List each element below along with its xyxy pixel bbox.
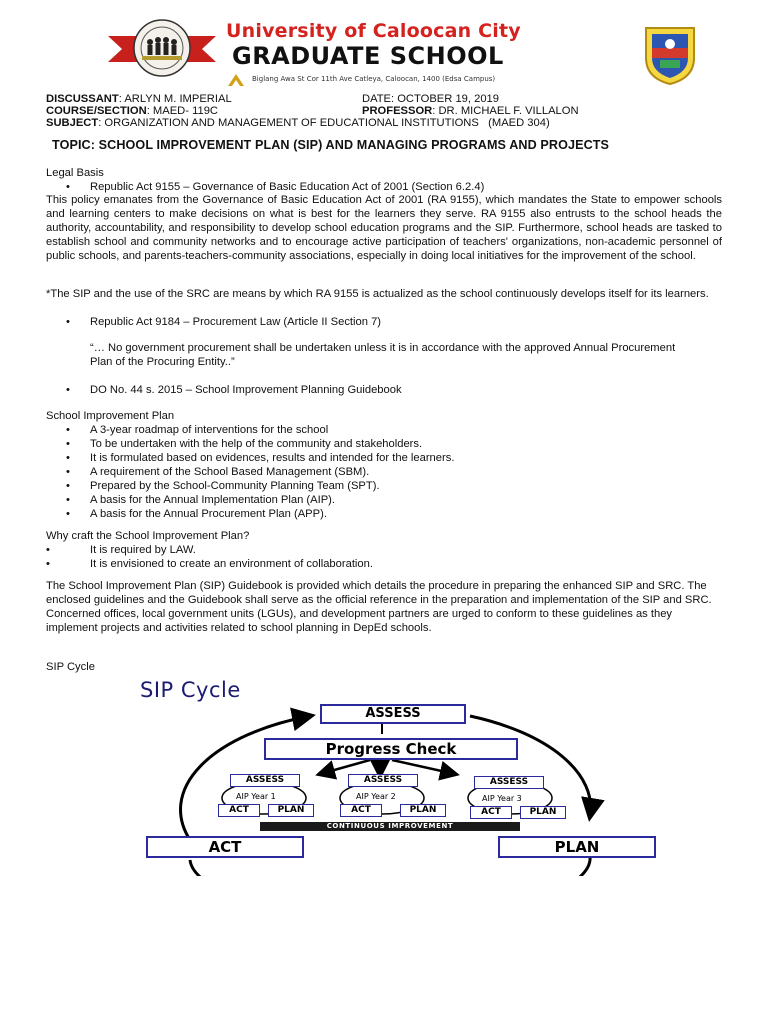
- bullet-icon: •: [66, 384, 70, 396]
- bullet-icon: •: [46, 544, 50, 556]
- year3-aip-label: AIP Year 3: [482, 794, 522, 803]
- year3-plan-box: PLAN: [520, 806, 566, 819]
- sip-item: It is formulated based on evidences, results and intended for the learners.: [90, 452, 455, 464]
- sip-cycle-label: SIP Cycle: [46, 661, 95, 673]
- do44-item: DO No. 44 s. 2015 – School Improvement Planning Guidebook: [90, 384, 402, 396]
- year2-plan-box: PLAN: [400, 804, 446, 817]
- ra9155-paragraph: This policy emanates from the Governance of Basic Education Act of 2001 (RA 9155), which mandates the State to empower schools and learning centers to make decisions on what is best for the learners they serve. RA 9155 also entrusts to the school heads the authority, accountability, and responsibility to develop school education programs and the SIP. Furthermore, school heads are tasked to establish school and community networks and to encourage active participation of teachers' organizations, non-academic personnel of public schools, and parents-teachers-community associations, especially in doing local initiatives for the improvement of the school.: [46, 194, 722, 262]
- sip-item: A basis for the Annual Implementation Plan (AIP).: [90, 494, 336, 506]
- year2-assess-box: ASSESS: [348, 774, 418, 787]
- ra9155-item: Republic Act 9155 – Governance of Basic Education Act of 2001 (Section 6.2.4): [90, 181, 485, 193]
- course-value: : MAED- 119C: [146, 105, 218, 117]
- bullet-icon: •: [66, 480, 70, 492]
- act-box: ACT: [146, 836, 304, 858]
- letterhead: [106, 12, 662, 88]
- university-name: University of Caloocan City: [226, 20, 521, 42]
- campus-logo: [226, 72, 246, 88]
- bullet-icon: •: [66, 181, 70, 193]
- city-seal-logo: [642, 24, 698, 86]
- guidebook-paragraph: The School Improvement Plan (SIP) Guidebook is provided which details the procedure in preparing the enhanced SIP and SRC. The enclosed guidelines and the Guidebook shall serve as the official reference in the preparation and implementation of the SIP and SRC. Concerned offices, local government units (LGUs), and development partners are urged to conform to these guidelines as they implement projects and activities related to school planning in DepEd schools.: [46, 580, 712, 634]
- sip-item: A 3-year roadmap of interventions for the school: [90, 424, 329, 436]
- date-line: DATE: OCTOBER 19, 2019: [362, 93, 499, 105]
- professor-value: : DR. MICHAEL F. VILLALON: [432, 105, 579, 117]
- figure-title: SIP Cycle: [140, 678, 241, 702]
- why-heading: Why craft the School Improvement Plan?: [46, 530, 250, 542]
- assess-box: ASSESS: [320, 704, 466, 724]
- year1-act-box: ACT: [218, 804, 260, 817]
- professor-label: PROFESSOR: [362, 105, 433, 117]
- subject-line: [46, 116, 550, 130]
- sip-item: A requirement of the School Based Management (SBM).: [90, 466, 370, 478]
- topic-heading: TOPIC: SCHOOL IMPROVEMENT PLAN (SIP) AND MANAGING PROGRAMS AND PROJECTS: [52, 138, 610, 152]
- bullet-icon: •: [66, 316, 70, 328]
- discussant-label: DISCUSSANT: [46, 93, 119, 105]
- bullet-icon: •: [66, 424, 70, 436]
- why-item: It is envisioned to create an environment of collaboration.: [90, 558, 373, 570]
- src-note: *The SIP and the use of the SRC are means by which RA 9155 is actualized as the school continuously develops itself for its learners.: [46, 288, 709, 300]
- sip-heading: School Improvement Plan: [46, 410, 175, 422]
- plan-box: PLAN: [498, 836, 656, 858]
- legal-basis-heading: Legal Basis: [46, 167, 104, 179]
- year3-act-box: ACT: [470, 806, 512, 819]
- discussant-value: : ARLYN M. IMPERIAL: [118, 93, 232, 105]
- bullet-icon: •: [46, 558, 50, 570]
- year1-assess-box: ASSESS: [230, 774, 300, 787]
- subject-label: SUBJECT: [46, 117, 99, 129]
- year1-plan-box: PLAN: [268, 804, 314, 817]
- bullet-icon: •: [66, 438, 70, 450]
- continuous-improvement-band: CONTINUOUS IMPROVEMENT: [260, 822, 520, 831]
- sip-item: To be undertaken with the help of the community and stakeholders.: [90, 438, 423, 450]
- year1-aip-label: AIP Year 1: [236, 792, 276, 801]
- sip-cycle-diagram: [130, 676, 660, 876]
- progress-check-box: Progress Check: [264, 738, 518, 760]
- campus-address: Biglang Awa St Cor 11th Ave Catleya, Caloocan, 1400 (Edsa Campus): [252, 75, 496, 83]
- year3-assess-box: ASSESS: [474, 776, 544, 789]
- course-label: COURSE/SECTION: [46, 105, 147, 117]
- bullet-icon: •: [66, 466, 70, 478]
- why-item: It is required by LAW.: [90, 544, 196, 556]
- university-seal-logo: [106, 18, 218, 78]
- year2-act-box: ACT: [340, 804, 382, 817]
- bullet-icon: •: [66, 508, 70, 520]
- bullet-icon: •: [66, 452, 70, 464]
- subject-value: : ORGANIZATION AND MANAGEMENT OF EDUCATIONAL INSTITUTIONS (MAED 304): [98, 117, 550, 129]
- bullet-icon: •: [66, 494, 70, 506]
- sip-item: A basis for the Annual Procurement Plan (APP).: [90, 508, 327, 520]
- procurement-quote: “… No government procurement shall be undertaken unless it is in accordance with the approved Annual Procurement Plan of the Procuring Entity..”: [90, 342, 676, 368]
- year2-aip-label: AIP Year 2: [356, 792, 396, 801]
- school-name: GRADUATE SCHOOL: [232, 42, 504, 70]
- sip-item: Prepared by the School-Community Planning Team (SPT).: [90, 480, 380, 492]
- ra9184-item: Republic Act 9184 – Procurement Law (Article II Section 7): [90, 316, 382, 328]
